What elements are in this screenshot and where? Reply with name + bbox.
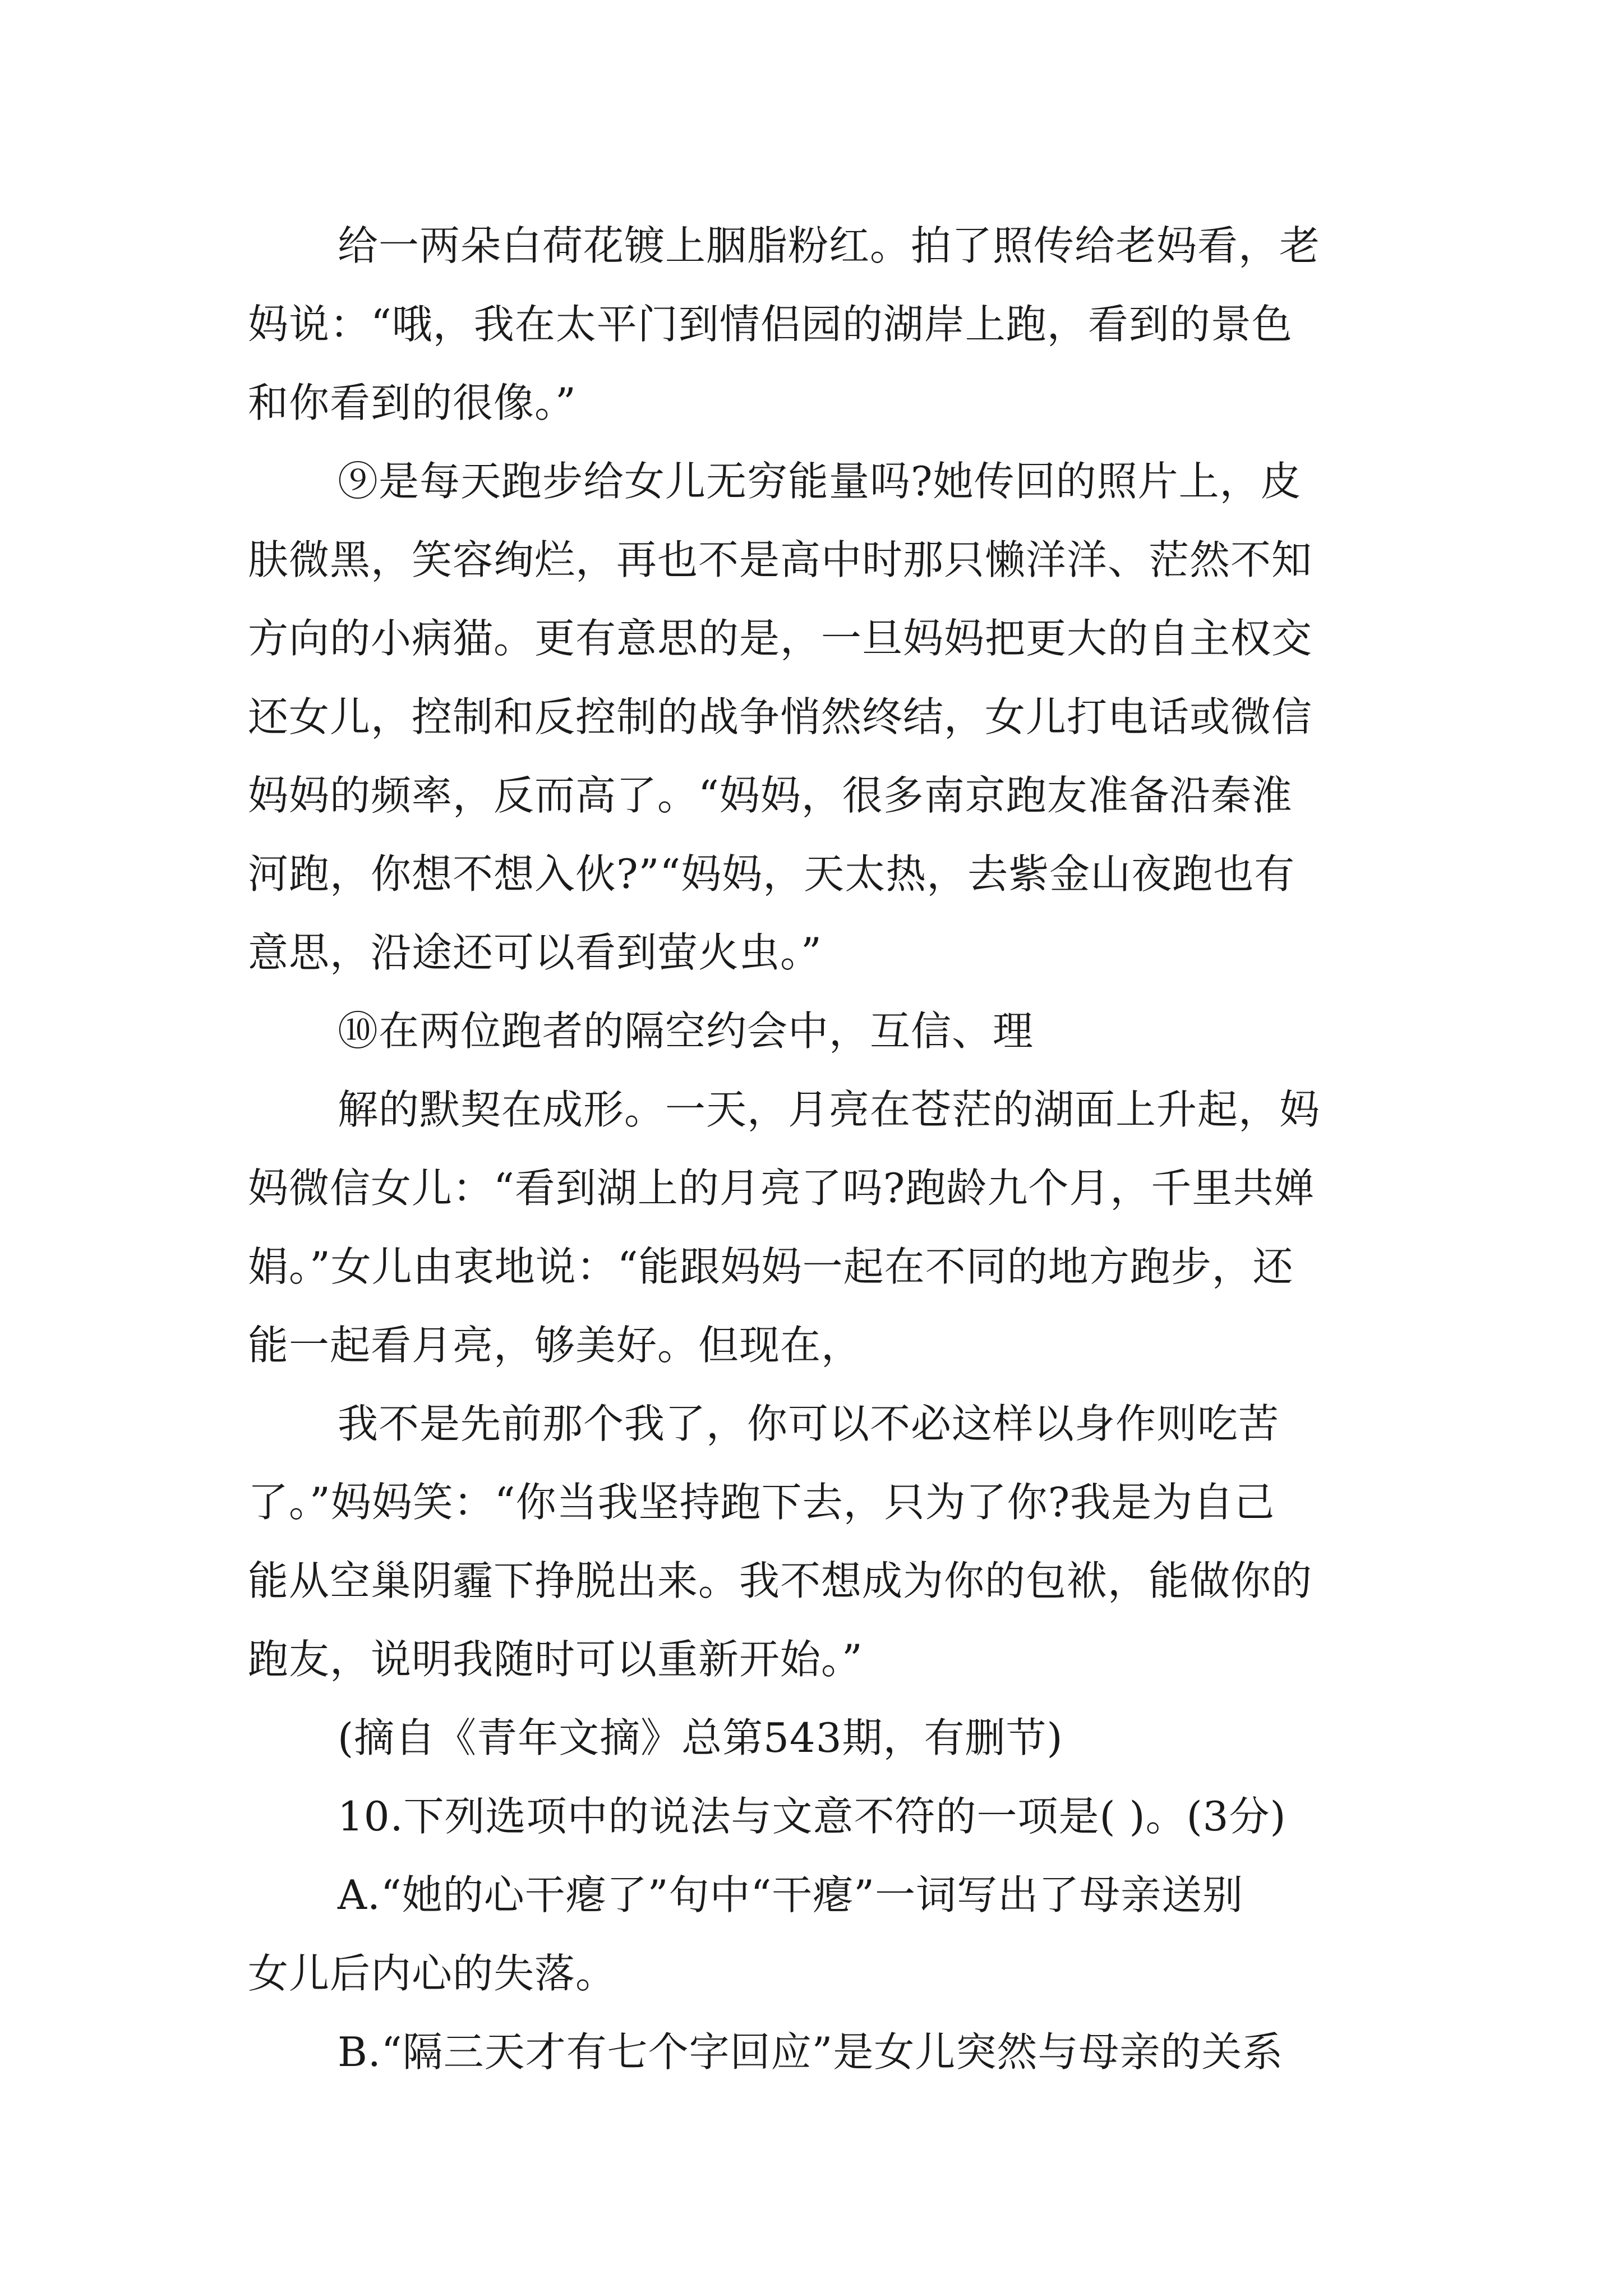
text-line: 了。”妈妈笑：“你当我坚持跑下去，只为了你?我是为自己 bbox=[248, 1479, 1275, 1526]
text-line: 河跑，你想不想入伙?”“妈妈，天太热，去紫金山夜跑也有 bbox=[248, 850, 1295, 898]
paragraph-10-dialogue bbox=[248, 1384, 1399, 1699]
text-line: 解的默契在成形。一天，月亮在苍茫的湖面上升起，妈 bbox=[338, 1086, 1321, 1133]
text-line: 娟。”女儿由衷地说：“能跟妈妈一起在不同的地方跑步，还 bbox=[248, 1243, 1294, 1290]
text-line: 和你看到的很像。” bbox=[248, 379, 577, 426]
text-line: B.“隔三天才有七个字回应”是女儿突然与母亲的关系 bbox=[338, 2028, 1284, 2076]
text-line: 意思，沿途还可以看到萤火虫。” bbox=[248, 929, 822, 976]
text-line: 能一起看月亮，够美好。但现在， bbox=[248, 1322, 863, 1369]
text-line: 能从空巢阴霾下挣脱出来。我不想成为你的包袱，能做你的 bbox=[248, 1557, 1313, 1604]
source-citation bbox=[248, 1699, 1399, 1777]
paragraph-10-continued bbox=[248, 1070, 1399, 1384]
question-10 bbox=[248, 1777, 1399, 1856]
paragraph-1 bbox=[248, 206, 1399, 442]
text-line: 妈妈的频率，反而高了。“妈妈，很多南京跑友准备沿秦淮 bbox=[248, 772, 1293, 819]
paragraph-10 bbox=[248, 992, 1399, 1070]
option-a bbox=[248, 1856, 1399, 2013]
text-line: A.“她的心干瘪了”句中“干瘪”一词写出了母亲送别 bbox=[338, 1871, 1244, 1918]
text-line: 我不是先前那个我了，你可以不必这样以身作则吃苦 bbox=[338, 1400, 1280, 1447]
text-line: 还女儿，控制和反控制的战争悄然终结，女儿打电话或微信 bbox=[248, 693, 1313, 740]
paragraph-9 bbox=[248, 442, 1399, 992]
text-line: (摘自《青年文摘》总第543期，有删节) bbox=[338, 1714, 1063, 1761]
text-line: 妈说：“哦，我在太平门到情侣园的湖岸上跑，看到的景色 bbox=[248, 301, 1293, 348]
option-b bbox=[248, 2013, 1399, 2091]
text-line: 跑友，说明我随时可以重新开始。” bbox=[248, 1636, 863, 1683]
article-text bbox=[248, 206, 1399, 2091]
text-line: ⑨是每天跑步给女儿无穷能量吗?她传回的照片上，皮 bbox=[338, 458, 1302, 505]
text-line: 方向的小病猫。更有意思的是，一旦妈妈把更大的自主权交 bbox=[248, 615, 1313, 662]
text-line: 肤微黑，笑容绚烂，再也不是高中时那只懒洋洋、茫然不知 bbox=[248, 536, 1313, 583]
text-line: 给一两朵白荷花镀上胭脂粉红。拍了照传给老妈看，老 bbox=[338, 222, 1321, 269]
text-line: 妈微信女儿：“看到湖上的月亮了吗?跑龄九个月，千里共婵 bbox=[248, 1165, 1315, 1212]
text-line: ⑩在两位跑者的隔空约会中，互信、理 bbox=[338, 1007, 1034, 1055]
text-line: 10.下列选项中的说法与文意不符的一项是( )。(3分) bbox=[338, 1793, 1287, 1840]
text-line: 女儿后内心的失落。 bbox=[248, 1950, 617, 1997]
